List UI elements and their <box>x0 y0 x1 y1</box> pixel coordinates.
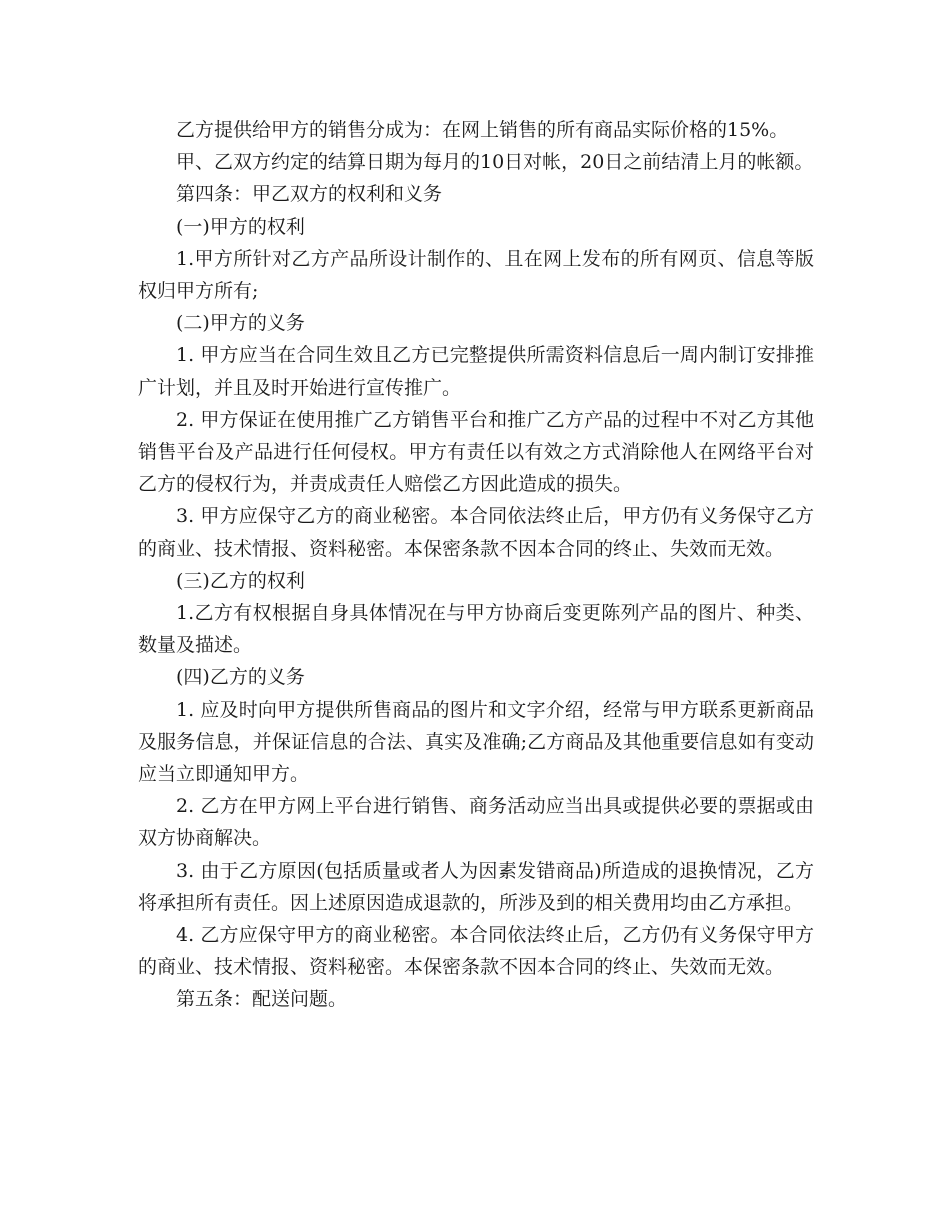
heading-party-a-obligations: (二)甲方的义务 <box>176 312 305 335</box>
heading-party-b-obligations: (四)乙方的义务 <box>176 666 305 689</box>
document-body <box>138 114 814 1016</box>
paragraph-settlement-date: 甲、乙双方约定的结算日期为每月的10日对帐，20日之前结清上月的帐额。 <box>176 151 814 174</box>
paragraph-party-b-obligations-3: 3. 由于乙方原因(包括质量或者人为因素发错商品)所造成的退换情况，乙方将承担所有责任。因上述原因造成退款的，所涉及到的相关费用均由乙方承担。 <box>138 859 814 914</box>
heading-party-a-rights: (一)甲方的权利 <box>176 215 305 238</box>
paragraph-sales-share: 乙方提供给甲方的销售分成为：在网上销售的所有商品实际价格的15%。 <box>176 119 789 141</box>
paragraph-party-a-obligations-2: 2. 甲方保证在使用推广乙方销售平台和推广乙方产品的过程中不对乙方其他销售平台及产品进行任何侵权。甲方有责任以有效之方式消除他人在网络平台对乙方的侵权行为，并责成责任人赔偿乙方因此造成的损失。 <box>138 408 814 496</box>
heading-party-b-rights: (三)乙方的权利 <box>176 569 305 592</box>
paragraph-party-b-obligations-2: 2. 乙方在甲方网上平台进行销售、商务活动应当出具或提供必要的票据或由双方协商解决。 <box>138 795 814 850</box>
paragraph-party-b-rights-1: 1.乙方有权根据自身具体情况在与甲方协商后变更陈列产品的图片、种类、数量及描述。 <box>138 602 814 657</box>
heading-article-5: 第五条：配送问题。 <box>176 988 348 1011</box>
paragraph-party-a-rights-1: 1.甲方所针对乙方产品所设计制作的、且在网上发布的所有网页、信息等版权归甲方所有; <box>138 247 814 303</box>
paragraph-party-b-obligations-4: 4. 乙方应保守甲方的商业秘密。本合同依法终止后，乙方仍有义务保守甲方的商业、技术情报、资料秘密。本保密条款不因本合同的终止、失效而无效。 <box>138 924 814 979</box>
paragraph-party-a-obligations-1: 1. 甲方应当在合同生效且乙方已完整提供所需资料信息后一周内制订安排推广计划，并且及时开始进行宣传推广。 <box>138 344 814 399</box>
paragraph-party-b-obligations-1: 1. 应及时向甲方提供所售商品的图片和文字介绍，经常与甲方联系更新商品及服务信息，并保证信息的合法、真实及准确;乙方商品及其他重要信息如有变动应当立即通知甲方。 <box>138 698 814 786</box>
heading-article-4: 第四条：甲乙双方的权利和义务 <box>176 183 443 206</box>
paragraph-party-a-obligations-3: 3. 甲方应保守乙方的商业秘密。本合同依法终止后，甲方仍有义务保守乙方的商业、技术情报、资料秘密。本保密条款不因本合同的终止、失效而无效。 <box>138 505 814 560</box>
